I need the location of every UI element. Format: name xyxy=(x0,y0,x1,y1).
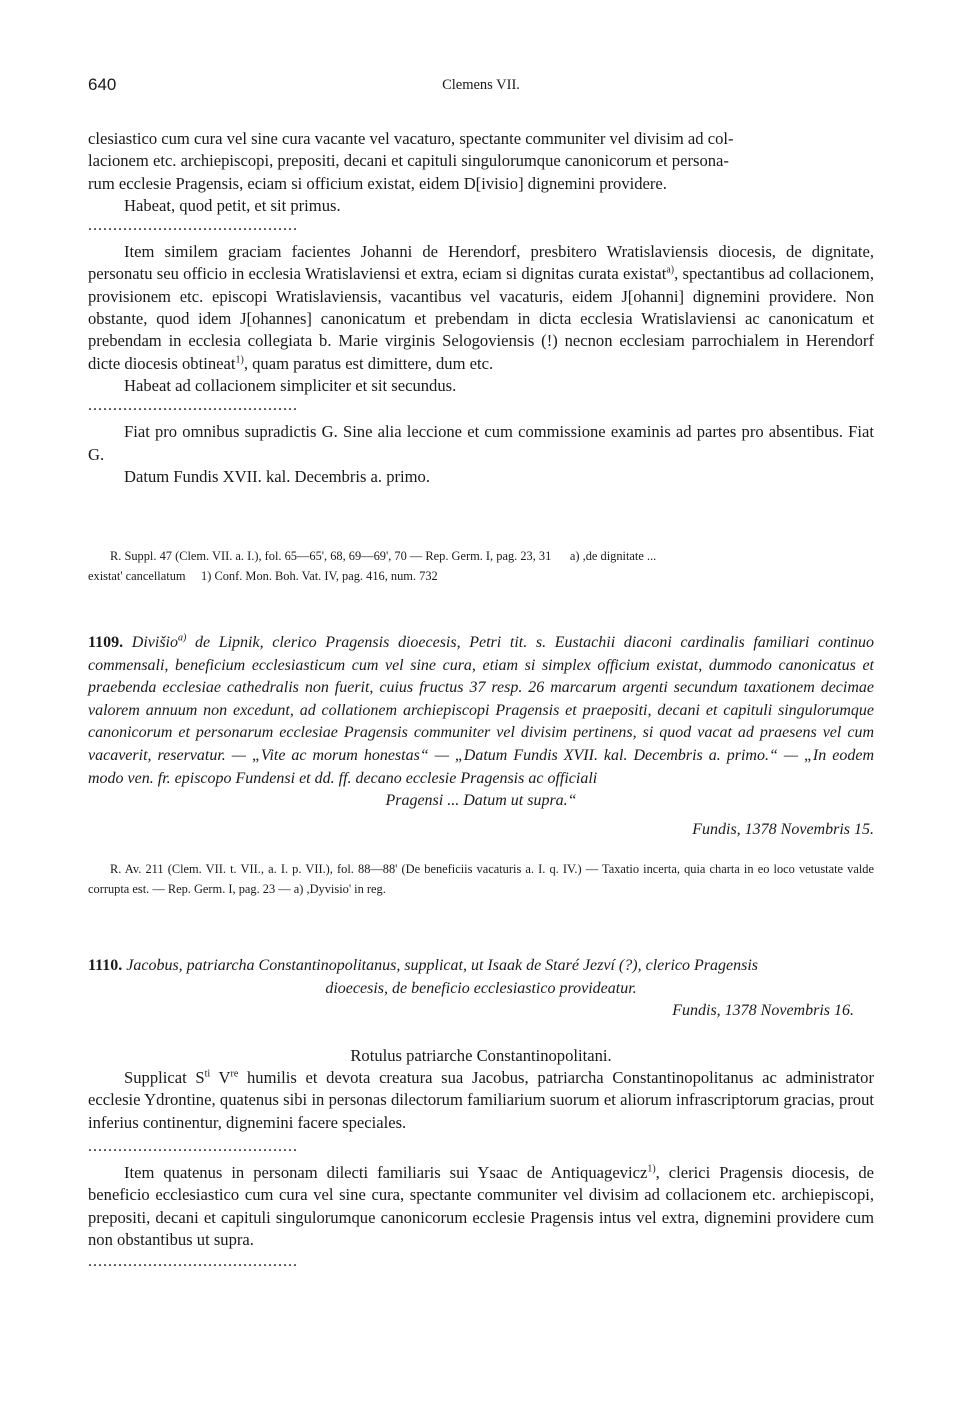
entry-number: 1109. xyxy=(88,634,124,651)
habeat-line: Habeat ad collacionem simpliciter et sit secundus. xyxy=(124,375,457,395)
body-text: Supplicat S xyxy=(124,1068,205,1088)
running-title: Clemens VII. xyxy=(442,77,520,93)
entry-date: Fundis, 1378 Novembris 15. xyxy=(692,820,874,838)
item-paragraph xyxy=(88,1162,874,1251)
superscript: ti xyxy=(204,1068,211,1080)
ellipsis-dots: .......................................... xyxy=(88,397,298,415)
page-number: 640 xyxy=(88,75,117,94)
footnote-text: a) ,de dignitate ... xyxy=(569,549,657,563)
item-text: , spectantibus ad collacionem, provisionem etc. episcopi Wratislaviensis, vacantibus vel vacaturis, eidem J[ohanni] dignemini providere. Non obstante, quod idem J[ohannes] canonicatum et prebendam in dicta ecclesia Wratislaviensi ac canonicatum et prebendam in ecclesia collegiata b. Marie virginis Selogoviensis (!) necnon ecclesiam parrochialem in Herendorf dicte diocesis obtineat xyxy=(88,264,874,373)
regest-text: Divišio xyxy=(131,634,178,651)
footnote-text: 1) Conf. Mon. Boh. Vat. IV, pag. 416, num. 732 xyxy=(201,569,438,583)
text-line: clesiastico cum cura vel sine cura vacante vel vacaturo, spectante communiter vel divisim ad col- xyxy=(88,129,734,148)
fiat-paragraph: Fiat pro omnibus supradictis G. Sine alia leccione et cum commissione examinis ad partes pro absentibus. Fiat G. xyxy=(88,422,874,464)
entry-1109 xyxy=(88,632,874,899)
source-note xyxy=(88,546,874,586)
regest-text xyxy=(88,632,874,790)
body-text: humilis et devota creatura sua Jacobus, patriarcha Constantinopolitanus ac administrator ecclesie Ydrontine, quatenus sibi in personas dilectorum familiarium suorum et aliorum infrascriptorum gracias, prout inferius continentur, dignemini facere speciales. xyxy=(88,1068,874,1132)
footnote-ref: a) xyxy=(177,632,187,644)
note-line xyxy=(88,546,874,566)
entry-date: Fundis, 1378 Novembris 16. xyxy=(672,1002,854,1020)
note-text: existat' cancellatum xyxy=(88,569,186,583)
regest-text: dioecesis, de beneficio ecclesiastico provideatur. xyxy=(325,979,637,997)
datum-line: Datum Fundis XVII. kal. Decembris a. primo. xyxy=(124,466,431,486)
body-text: Item quatenus in personam dilecti familiaris sui Ysaac de Antiquagevicz xyxy=(124,1162,648,1182)
item-text: Item similem graciam facientes Johanni de Herendorf, presbitero Wratislaviensis diocesis, de dignitate, personatu seu officio in ecclesia Wratislaviensi et extra, eciam si dignitas curata existat xyxy=(88,242,874,284)
footnote-ref: 1) xyxy=(235,354,244,366)
ellipsis-dots: .......................................... xyxy=(88,1137,298,1155)
section-heading: Rotulus patriarche Constantinopolitani. xyxy=(350,1045,612,1065)
running-header xyxy=(88,75,874,97)
regest-last-line: Pragensi ... Datum ut supra.“ xyxy=(385,792,577,810)
item-text: , quam paratus est dimittere, dum etc. xyxy=(243,353,494,373)
text-line: rum ecclesie Pragensis, eciam si officium existat, eidem D[ivisio] dignemini providere. xyxy=(88,173,667,193)
regest-text: de Lipnik, clerico Pragensis dioecesis, Petri tit. s. Eustachii diaconi cardinalis familiari continuo commensali, beneficium ecclesiasticum cum vel sine cura, etiam si simplex officium existat, dummodo canonicatus et praebenda ecclesiae cathedralis non fuerit, cuius fructus 37 resp. 26 marcarum argenti secundum taxationem decimae valorem annuum non excedunt, ad collationem archiepiscopi Pragensis et praepositi, decani et capituli singulorumque canonicorum et personarum ecclesiae Pragensis communiter vel divisim pertinens, si quod vacat ad praesens vel cum vacaverit, reservatur. — „Vite ac morum honestas“ — „Datum Fundis XVII. kal. Decembris a. primo.“ — „In eodem modo ven. fr. episcopo Fundensi et dd. ff. decano ecclesie Pragensis ac officiali xyxy=(88,634,874,787)
text-line: lacionem etc. archiepiscopi, prepositi, decani et capituli singulorumque canonicorum et persona- xyxy=(88,151,729,171)
note-line xyxy=(88,566,874,586)
body-text: , clerici Pragensis diocesis, de beneficio ecclesiastico cum cura vel sine cura, spectante communiter vel divisim ad collacionem etc. archiepiscopi, prepositi, decani et capituli singulorumque canonicorum ecclesie Pragensis intus vel extra, dignemini providere cum non obstantibus ut supra. xyxy=(88,1162,874,1249)
footnote-ref: a) xyxy=(666,264,675,276)
habeat-line: Habeat, quod petit, et sit primus. xyxy=(124,195,341,215)
entry-1110 xyxy=(88,955,874,1269)
ellipsis-dots: .......................................... xyxy=(88,1253,298,1271)
body-text: V xyxy=(210,1068,231,1088)
continuation-text xyxy=(88,128,874,488)
footnote-ref: 1) xyxy=(647,1163,656,1175)
note-text: R. Suppl. 47 (Clem. VII. a. I.), fol. 65—65', 68, 69—69', 70 — Rep. Germ. I, pag. 23, 31 xyxy=(110,549,552,563)
regest-text: Jacobus, patriarcha Constantinopolitanus, supplicat, ut Isaak de Staré Jezví (?), clerico Pragensis xyxy=(126,957,759,974)
source-note: R. Av. 211 (Clem. VII. t. VII., a. I. p. VII.), fol. 88—88' (De beneficiis vacaturis a. I. q. IV.) — Taxatio incerta, quia charta in eo loco vetustate valde corrupta est. — Rep. Germ. I, pag. 23 — a) ,Dyvisio' in reg. xyxy=(88,862,874,897)
ellipsis-dots: .......................................... xyxy=(88,217,298,235)
entry-number: 1110. xyxy=(88,957,123,974)
regest-text xyxy=(88,955,874,978)
item-paragraph xyxy=(88,241,874,375)
superscript: re xyxy=(230,1068,239,1080)
supplication-paragraph xyxy=(88,1067,874,1134)
